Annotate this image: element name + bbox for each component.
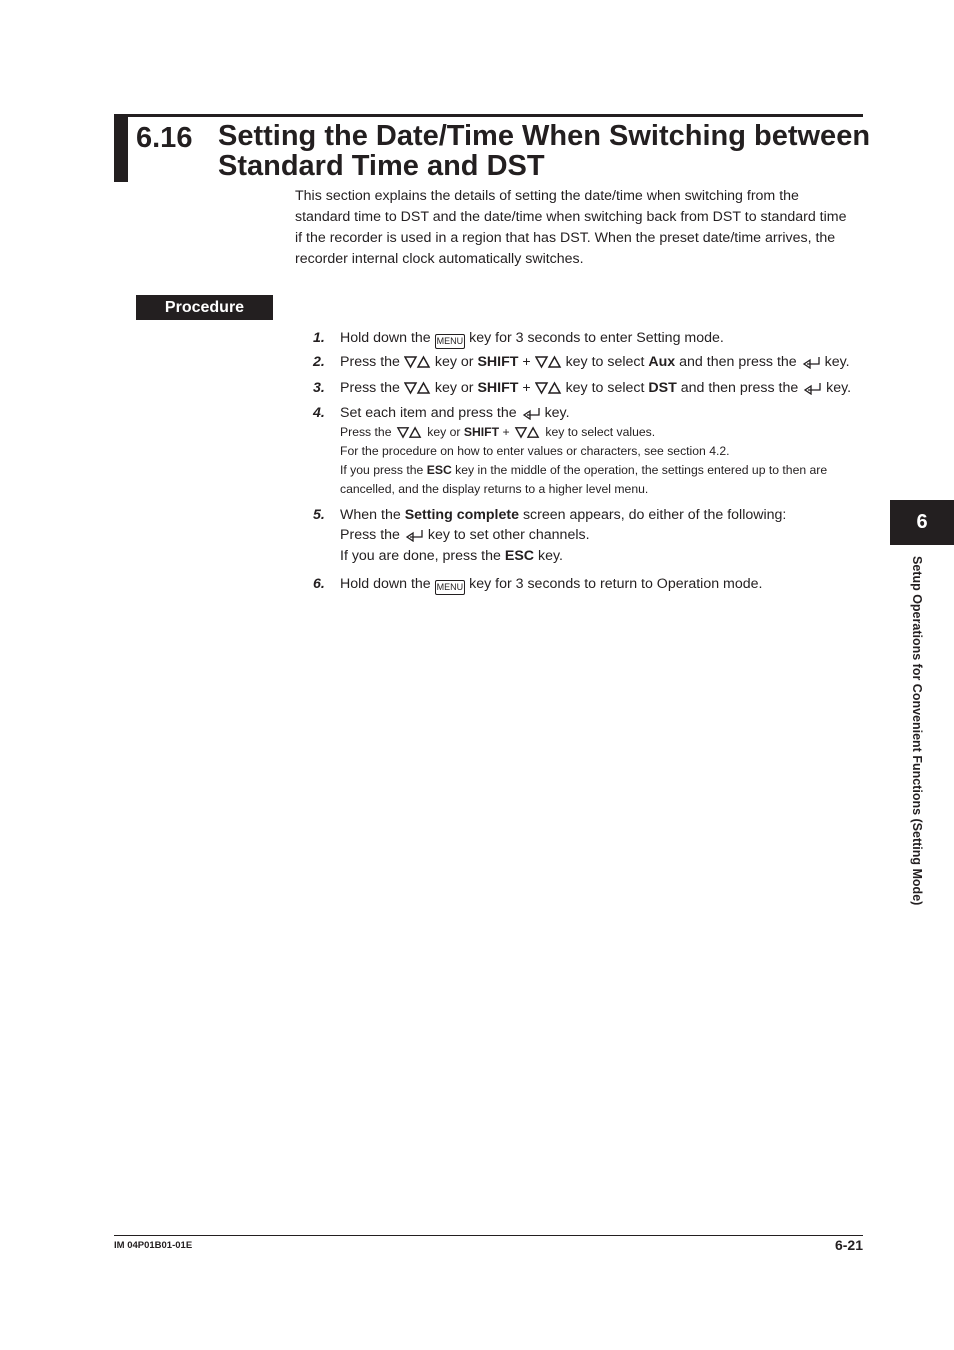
step-text: Set each item and press the key. Press the key or SHIFT + key to select values. For the procedure on how to enter values or characters, see section 4.2. If you press the ESC key in the middle of the operation, the settings entered up to then are cancelled, and the display returns to a higher level menu.: [340, 403, 870, 499]
menu-key-icon: MENU: [435, 334, 466, 349]
menu-target: Aux: [648, 354, 676, 370]
footer-rule: [114, 1235, 863, 1236]
step-text: Press the key or SHIFT + key to select Aux and then press the key.: [340, 354, 850, 370]
document-id: IM 04P01B01-01E: [114, 1240, 193, 1251]
chapter-tab: 6: [890, 500, 954, 545]
step-text: Hold down the MENU key for 3 seconds to enter Setting mode.: [340, 328, 870, 349]
esc-key: ESC: [426, 463, 452, 477]
down-up-arrow-keys-icon: [404, 381, 431, 395]
section-number: 6.16: [136, 122, 193, 154]
enter-key-icon: [521, 407, 541, 420]
step-number: 3.: [313, 380, 325, 396]
intro-line: recorder internal clock automatically switches.: [295, 251, 584, 267]
chapter-title: Setup Operations for Convenient Functions (Setting Mode): [910, 556, 924, 906]
step-note: Press the key or SHIFT + key to select values.: [340, 425, 656, 439]
step-number: 6.: [313, 576, 325, 592]
esc-key: ESC: [504, 548, 535, 564]
shift-key: SHIFT: [477, 354, 519, 370]
down-up-arrow-keys-icon: [535, 381, 562, 395]
intro-line: This section explains the details of setting the date/time when switching from the: [295, 188, 799, 204]
step-note: For the procedure on how to enter values or characters, see section 4.2.: [340, 444, 730, 458]
step-text: When the Setting complete screen appears, do either of the following: Press the key to set other channels. If you are done, press the ESC key.: [340, 507, 787, 564]
procedure-badge: Procedure: [136, 295, 273, 320]
title-bar: [114, 114, 128, 182]
section-title: Setting the Date/Time When Switching between Standard Time and DST: [218, 120, 871, 182]
step-number: 1.: [313, 330, 325, 346]
step-text: Press the key or SHIFT + key to select DST and then press the key.: [340, 380, 852, 396]
page-number: 6-21: [834, 1237, 863, 1253]
enter-key-icon: [404, 529, 424, 542]
down-up-arrow-keys-icon: [513, 426, 542, 439]
down-up-arrow-keys-icon: [535, 355, 562, 369]
step-text: Hold down the MENU key for 3 seconds to return to Operation mode.: [340, 574, 870, 595]
intro-line: standard time to DST and the date/time when switching back from DST to standard time: [295, 209, 847, 225]
title-rule: [114, 114, 863, 117]
screen-name: Setting complete: [404, 507, 519, 523]
menu-key-icon: MENU: [435, 580, 466, 595]
enter-key-icon: [802, 382, 822, 395]
step-number: 4.: [313, 405, 325, 421]
step-number: 5.: [313, 507, 325, 523]
down-up-arrow-keys-icon: [395, 426, 424, 439]
step-note: cancelled, and the display returns to a higher level menu.: [340, 482, 649, 496]
intro-line: if the recorder is used in a region that has DST. When the preset date/time arrives, the: [295, 230, 836, 246]
intro-paragraph: [295, 186, 863, 270]
step-note: If you press the ESC key in the middle of the operation, the settings entered up to then are: [340, 463, 828, 477]
shift-key: SHIFT: [477, 380, 519, 396]
down-up-arrow-keys-icon: [404, 355, 431, 369]
step-number: 2.: [313, 354, 325, 370]
enter-key-icon: [801, 356, 821, 369]
shift-key: SHIFT: [463, 425, 500, 439]
menu-target: DST: [648, 380, 677, 396]
